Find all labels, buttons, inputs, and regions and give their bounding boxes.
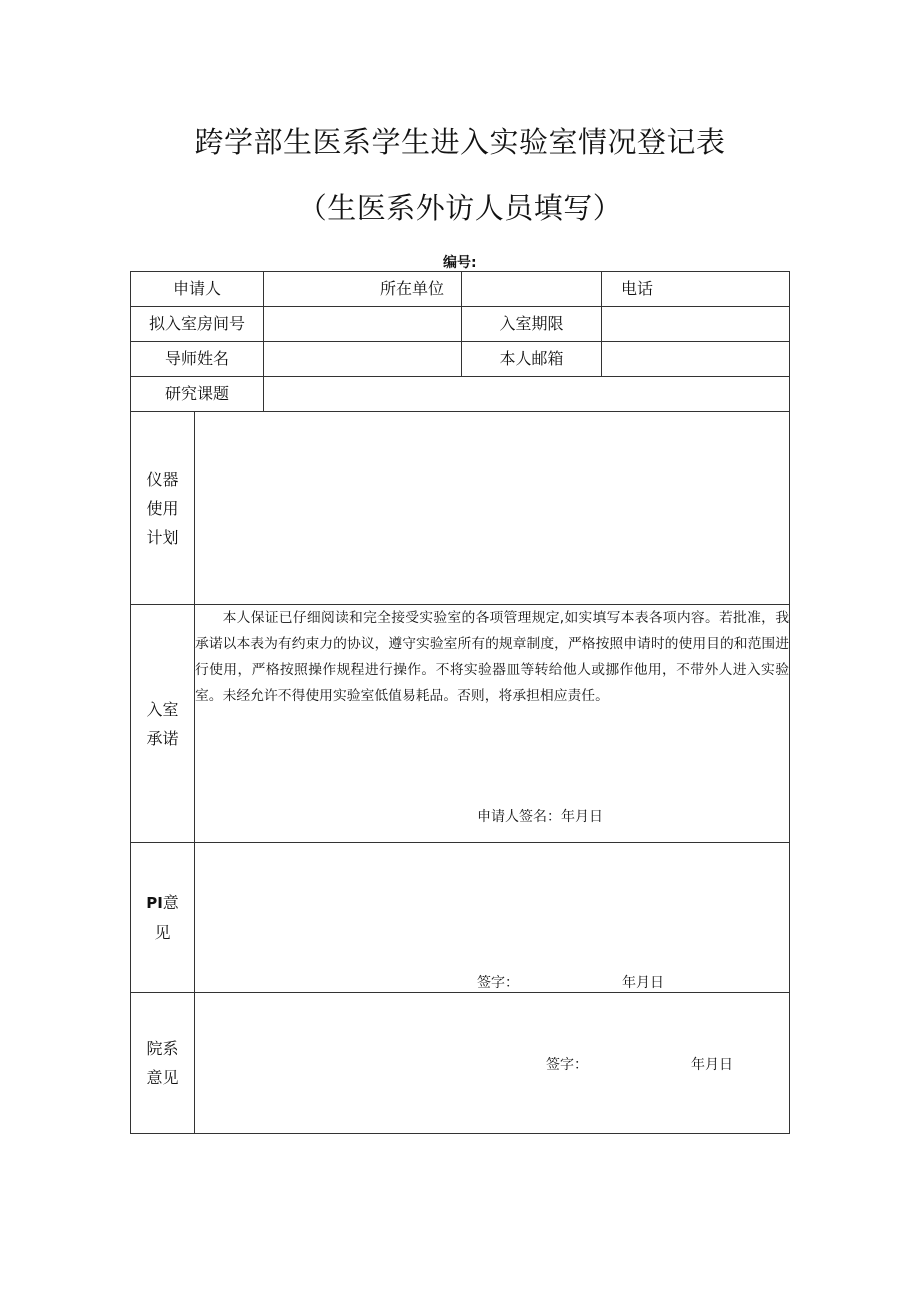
- promise-text: 本人保证已仔细阅读和完全接受实验室的各项管理规定,如实填写本表各项内容。若批准，我承诺以本表为有约束力的协议，遵守实验室所有的规章制度，严格按照申请时的使用目的和范围进行使用，严格按照操作规程进行操作。不将实验器皿等转给他人或挪作他用，不带外人进入实验室。未经允许不得使用实验室低值易耗品。否则，将承担相应责任。: [195, 610, 789, 704]
- room-label-cell: [130, 306, 264, 342]
- period-label-cell: [461, 306, 602, 342]
- pi-label: [145, 888, 181, 947]
- unit-label: 所在单位: [379, 279, 444, 298]
- unit-label-cell: [263, 271, 462, 307]
- applicant-label: 申请人: [172, 279, 221, 298]
- topic-label-cell: [130, 376, 264, 412]
- pi-date: 年月日: [622, 975, 664, 991]
- pi-label-cn: 意见: [154, 893, 179, 942]
- period-field[interactable]: [601, 306, 790, 342]
- form-subtitle: （生医系外访人员填写）: [297, 191, 623, 225]
- promise-label: 入室承诺: [146, 699, 179, 748]
- unit-field[interactable]: [461, 271, 602, 307]
- topic-label: 研究课题: [164, 384, 229, 403]
- pi-label-cell: [130, 842, 195, 993]
- advisor-field[interactable]: [263, 341, 462, 377]
- pi-opinion-field[interactable]: [194, 842, 790, 993]
- applicant-signature: 申请人签名：年月日: [477, 809, 603, 825]
- email-field[interactable]: [601, 341, 790, 377]
- period-label: 入室期限: [499, 314, 564, 333]
- pi-signature-label: 签字：: [477, 975, 519, 991]
- email-label: 本人邮箱: [499, 349, 564, 368]
- topic-field[interactable]: [263, 376, 790, 412]
- phone-label-cell: [601, 271, 790, 307]
- email-label-cell: [461, 341, 602, 377]
- promise-label-cell: [130, 604, 195, 843]
- room-field[interactable]: [263, 306, 462, 342]
- instrument-label: 仪器使用计划: [146, 469, 179, 547]
- advisor-label: 导师姓名: [164, 349, 229, 368]
- dept-label-cell: [130, 992, 195, 1134]
- pi-label-latin: PI: [146, 894, 163, 912]
- instrument-field[interactable]: [194, 411, 790, 605]
- room-label: 拟入室房间号: [148, 314, 245, 333]
- serial-number: [443, 252, 497, 272]
- applicant-label-cell: [130, 271, 264, 307]
- instrument-label-cell: [130, 411, 195, 605]
- dept-date: 年月日: [691, 1057, 733, 1073]
- dept-signature-label: 签字：: [546, 1057, 588, 1073]
- dept-label: 院系意见: [146, 1039, 179, 1087]
- phone-label: 电话: [621, 279, 654, 298]
- form-title: 跨学部生医系学生进入实验室情况登记表: [194, 125, 726, 159]
- serial-label: 编号:: [443, 255, 477, 271]
- advisor-label-cell: [130, 341, 264, 377]
